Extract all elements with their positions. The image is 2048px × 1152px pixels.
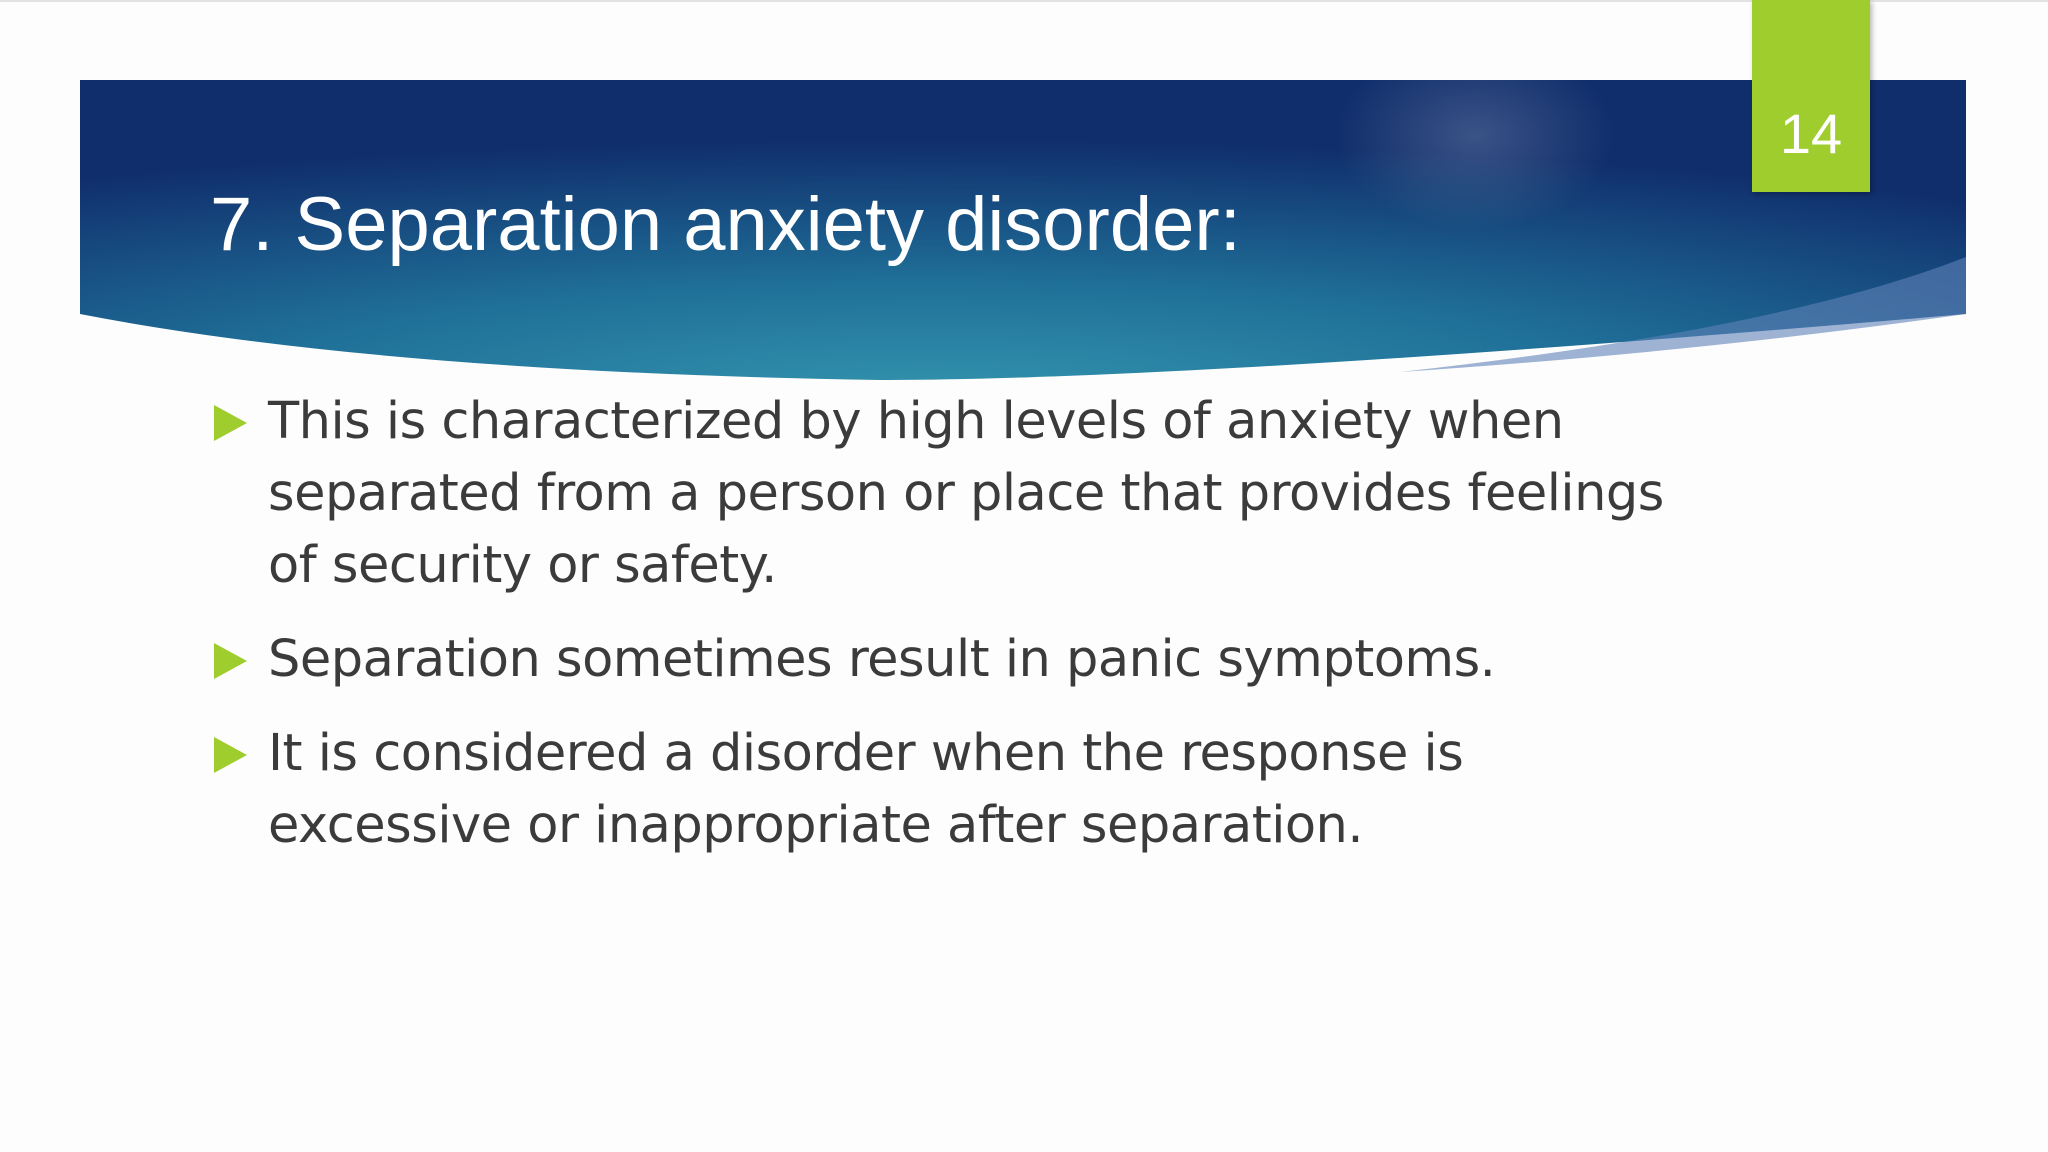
bullet-item — [210, 386, 1670, 602]
bullet-text: This is characterized by high levels of anxiety when separated from a person or place that provides feelings of security or safety. — [268, 392, 1664, 595]
bullet-text: Separation sometimes result in panic symptoms. — [268, 630, 1496, 689]
bullet-text: It is considered a disorder when the response is excessive or inappropriate after separation. — [268, 724, 1464, 855]
page-number: 14 — [1779, 102, 1843, 165]
slide-title: 7. Separation anxiety disorder: — [210, 182, 1241, 267]
bullet-list — [210, 386, 1670, 884]
bullet-item — [210, 624, 1670, 696]
bullet-item — [210, 718, 1670, 862]
triangle-arrow-icon — [214, 737, 247, 773]
triangle-arrow-icon — [214, 643, 247, 679]
triangle-arrow-icon — [214, 405, 247, 441]
page-number-badge — [1752, 0, 1870, 192]
